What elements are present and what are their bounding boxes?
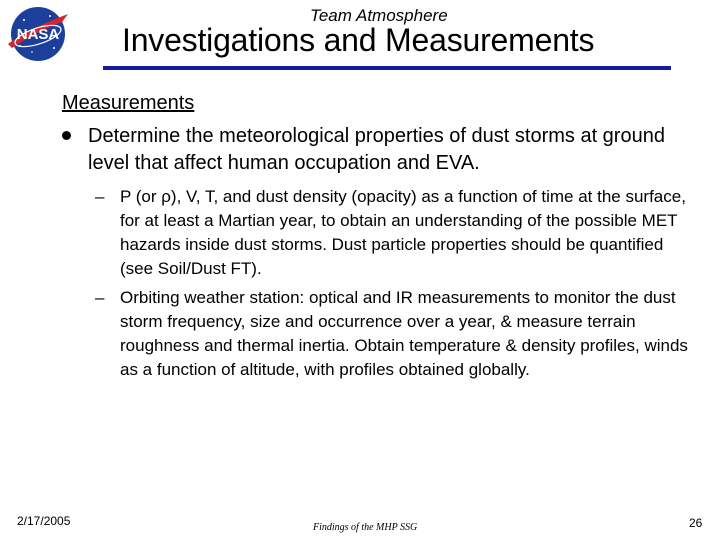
footer-caption: Findings of the MHP SSG <box>313 522 418 533</box>
nasa-logo <box>2 2 72 64</box>
slide-title: Investigations and Measurements <box>122 22 595 58</box>
dash-icon: – <box>95 187 105 206</box>
bullet-icon <box>62 131 71 140</box>
sub-bullet-text: P (or ρ), V, T, and dust density (opacity) as a function of time at the surface, for at least a Martian year, to obtain an understanding of the possible MET hazards inside dust storms. Dust particle properties should be quantified (see Soil/Dust FT). <box>120 187 686 278</box>
slide-kicker: Team Atmosphere <box>310 6 448 25</box>
footer-date: 2/17/2005 <box>17 514 71 528</box>
section-heading: Measurements <box>62 92 195 114</box>
title-rule <box>103 66 671 70</box>
dash-icon: – <box>95 288 105 307</box>
bullet-text: Determine the meteorological properties of dust storms at ground level that affect human occupation and EVA. <box>88 125 665 174</box>
page-number: 26 <box>689 516 703 530</box>
nasa-logo-text: NASA <box>16 26 60 43</box>
sub-bullet-text: Orbiting weather station: optical and IR measurements to monitor the dust storm frequency, size and occurrence over a year, & measure terrain roughness and thermal inertia. Obtain temperature & density profiles, winds as a function of altitude, with profiles obtained globally. <box>120 288 688 379</box>
